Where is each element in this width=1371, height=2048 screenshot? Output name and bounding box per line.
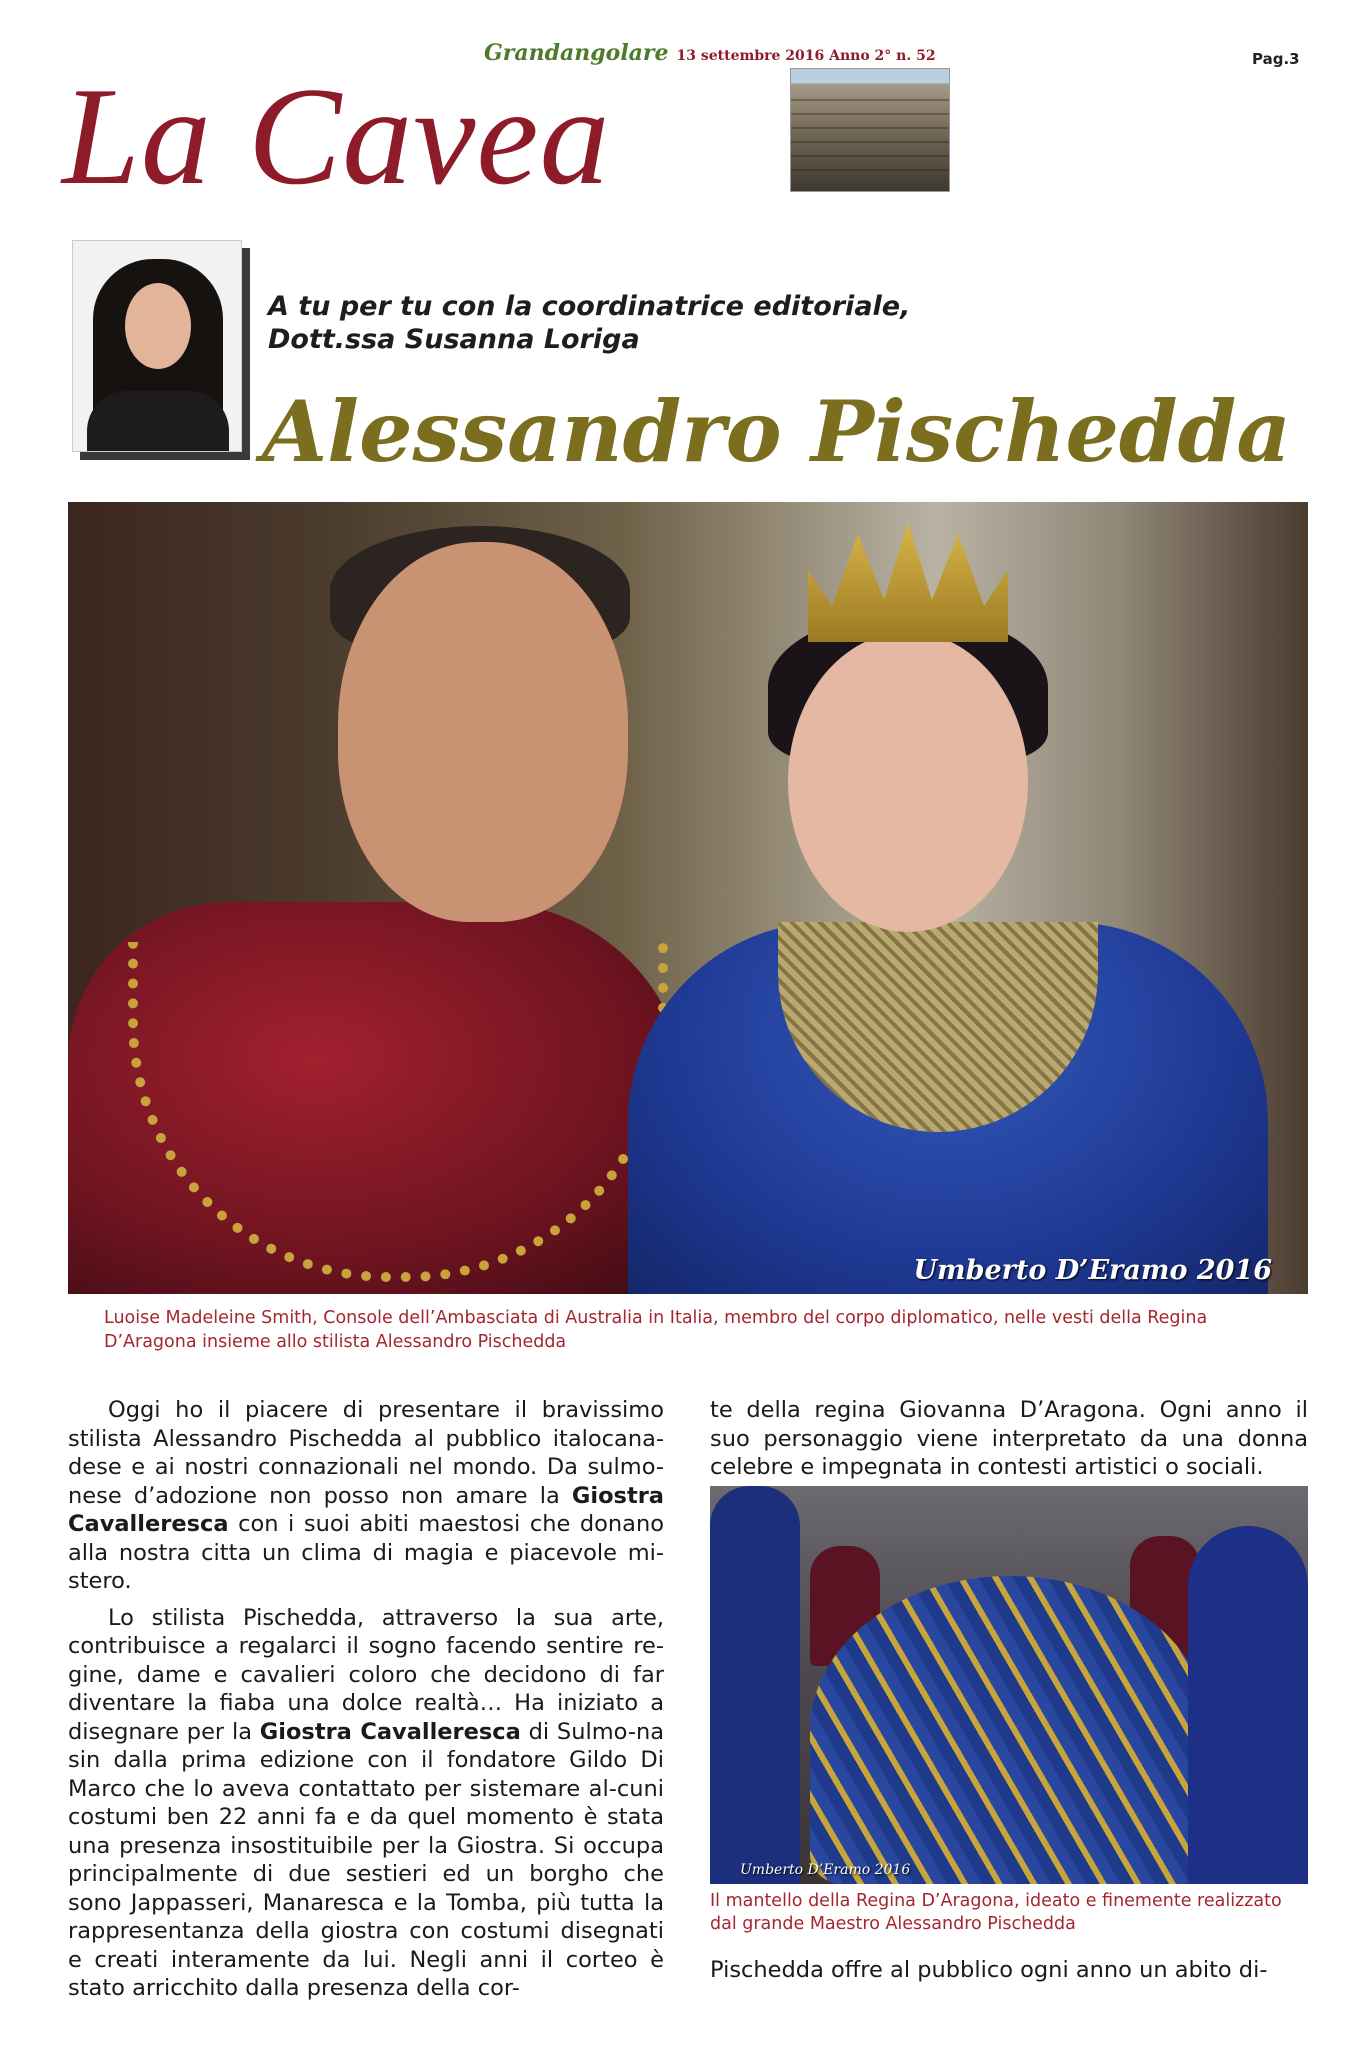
cape-photo-credit: Umberto D’Eramo 2016: [740, 1862, 911, 1878]
article-column-right-top: [710, 1396, 1308, 1482]
masthead-logo: La Cavea: [62, 59, 611, 214]
issue-info: 13 settembre 2016 Anno 2° n. 52: [676, 48, 936, 64]
paragraph-2: Lo stilista Pischedda, attraverso la sua arte, contribuisce a regalarci il sogno facendo sentire re-gine, dame e cavalieri coloro che decidono di far diventare la fiaba una dolce realtà… Ha iniziato a disegnare per la Giostra Cavalleresca di Sulmo-na sin dalla prima edizione con il fondatore Gildo Di Marco che lo aveva contattato per sistemare al-cuni costumi ben 22 anni fa e da quel momento è stata una presenza insostituibile per la Giostra. Si occupa principalmente di due sestieri ed un borgho che sono Jappasseri, Manaresca e la Tomba, più tutta la rappresentanza della giostra con costumi disegnati e creati interamente da lui. Negli anni il corteo è stato arricchito dalla presenza della cor-: [68, 1604, 664, 2001]
article-column-left: [68, 1396, 664, 2011]
paragraph-1: Oggi ho il piacere di presentare il bravissimo stilista Alessandro Pischedda al pubblico italocana-dese e ai nostri connazionali nel mondo. Da sulmo-nese d’adozione non posso non amare la Giostra Cavalleresca con i suoi abiti maestosi che donano alla nostra citta un clima di magia e piacevole mi-stero.: [68, 1397, 664, 1594]
cape-photo-caption: Il mantello della Regina D’Aragona, ideato e finemente realizzato dal grande Maestro Alessandro Pischedda: [710, 1891, 1282, 1934]
main-photo-credit: Umberto D’Eramo 2016: [913, 1255, 1272, 1286]
article-headline: Alessandro Pischedda: [262, 382, 1291, 481]
cape-photo: [710, 1486, 1308, 1884]
bold-term: Giostra Cavalleresca: [68, 1482, 664, 1537]
article-column-right-bottom: [710, 1956, 1308, 1985]
paragraph-3: Pischedda offre al pubblico ogni anno un abito di-: [710, 1957, 1268, 1983]
main-photo-caption: Luoise Madeleine Smith, Console dell’Ambasciata di Australia in Italia, membro del corpo diplomatico, nelle vesti della Regina D’Aragona insieme allo stilista Alessandro Pischedda: [104, 1308, 1208, 1352]
page-number: Pag.3: [1252, 50, 1300, 68]
amphitheatre-photo: [790, 68, 950, 192]
article-subtitle: [268, 290, 910, 356]
author-photo: [72, 240, 242, 452]
bold-term: Giostra Cavalleresca: [259, 1718, 521, 1745]
publication-name: Grandangolare: [484, 40, 669, 66]
paragraph-continued: te della regina Giovanna D’Aragona. Ogni anno il suo personaggio viene interpretato da una donna celebre e impegnata in contesti artistici o sociali.: [710, 1397, 1308, 1480]
main-photo: [68, 502, 1308, 1294]
subtitle-line-1: A tu per tu con la coordinatrice editoriale,: [268, 291, 911, 322]
subtitle-line-2: Dott.ssa Susanna Loriga: [268, 324, 640, 355]
